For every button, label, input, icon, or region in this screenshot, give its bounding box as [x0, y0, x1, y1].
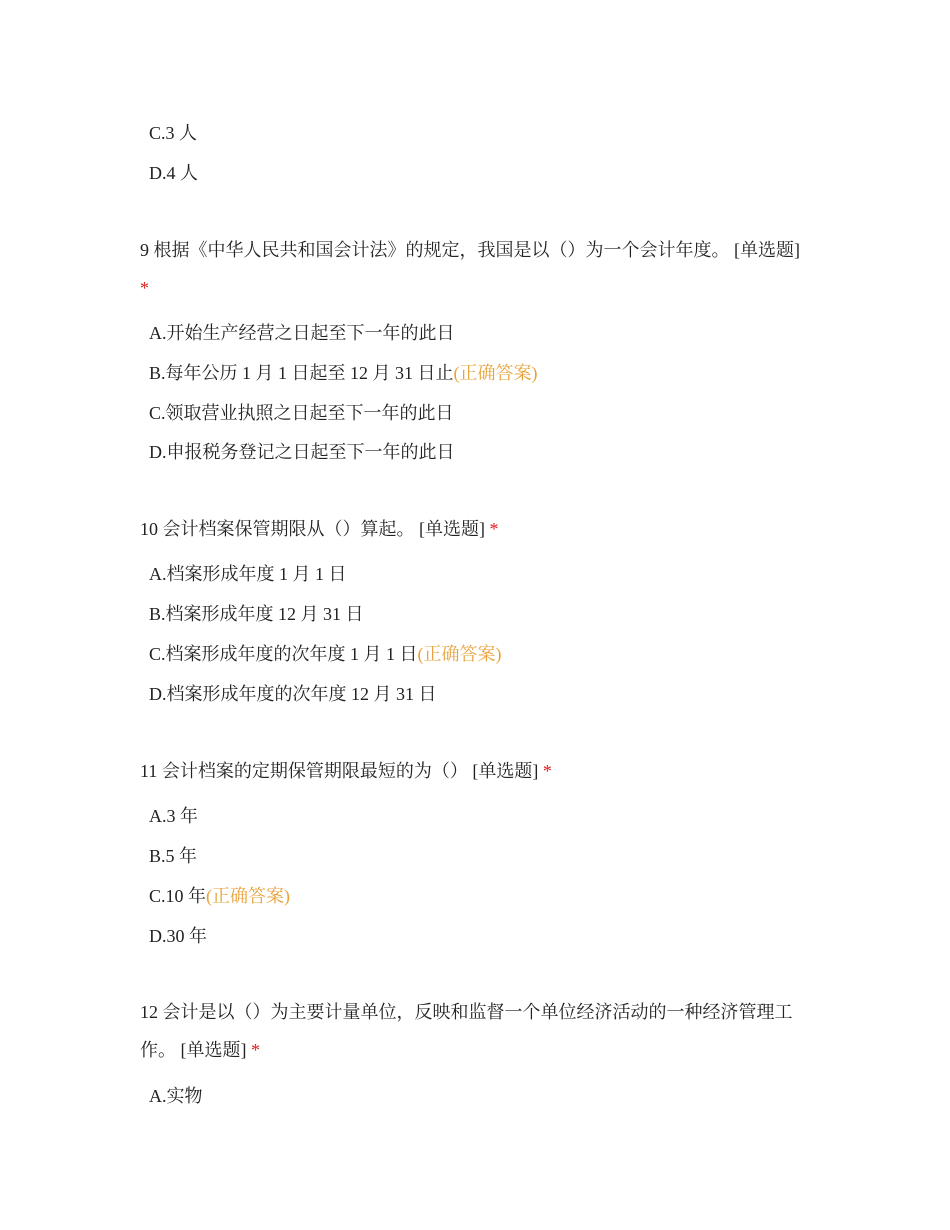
option-d-prev [149, 161, 198, 185]
q10-option-a [149, 562, 347, 586]
option-c-prev [149, 121, 197, 145]
option-text: D.档案形成年度的次年度 12 月 31 日 [149, 684, 437, 704]
q11-option-b [149, 844, 197, 868]
q10-option-b [149, 602, 364, 626]
option-text: C.10 年 [149, 886, 207, 906]
option-text: A.3 年 [149, 806, 198, 826]
required-mark: * [140, 278, 149, 298]
option-text: A.档案形成年度 1 月 1 日 [149, 564, 347, 584]
question-text: 10 会计档案保管期限从（）算起。 [单选题] [140, 519, 490, 539]
q12-option-a [149, 1084, 203, 1108]
question-12 [140, 993, 810, 1069]
option-text: B.档案形成年度 12 月 31 日 [149, 604, 364, 624]
option-text: B.每年公历 1 月 1 日起至 12 月 31 日止 [149, 363, 454, 383]
correct-answer-tag: (正确答案) [453, 363, 538, 383]
question-text: 12 会计是以（）为主要计量单位，反映和监督一个单位经济活动的一种经济管理工作。 [单选题] [140, 1002, 793, 1060]
option-text: A.实物 [149, 1086, 203, 1106]
option-text: C.档案形成年度的次年度 1 月 1 日 [149, 644, 418, 664]
q9-option-d [149, 440, 455, 464]
question-10 [140, 510, 810, 548]
question-11 [140, 752, 810, 790]
q10-option-c [149, 642, 502, 666]
option-text: C.3 人 [149, 123, 198, 143]
option-text: C.领取营业执照之日起至下一年的此日 [149, 403, 454, 423]
option-text: D.申报税务登记之日起至下一年的此日 [149, 442, 455, 462]
correct-answer-tag: (正确答案) [206, 886, 291, 906]
question-text: 9 根据《中华人民共和国会计法》的规定，我国是以（）为一个会计年度。 [单选题] [140, 240, 800, 260]
required-mark: * [489, 519, 499, 539]
correct-answer-tag: (正确答案) [417, 644, 502, 664]
option-text: D.30 年 [149, 926, 207, 946]
q9-option-b [149, 361, 538, 385]
option-text: B.5 年 [149, 846, 198, 866]
q10-option-d [149, 682, 437, 706]
q11-option-a [149, 804, 198, 828]
option-text: D.4 人 [149, 163, 198, 183]
q11-option-c [149, 884, 290, 908]
required-mark: * [251, 1040, 260, 1060]
question-9 [140, 231, 810, 307]
option-text: A.开始生产经营之日起至下一年的此日 [149, 323, 455, 343]
q11-option-d [149, 924, 207, 948]
q9-option-a [149, 321, 455, 345]
q9-option-c [149, 401, 454, 425]
question-text: 11 会计档案的定期保管期限最短的为（） [单选题] [140, 761, 543, 781]
required-mark: * [542, 761, 552, 781]
